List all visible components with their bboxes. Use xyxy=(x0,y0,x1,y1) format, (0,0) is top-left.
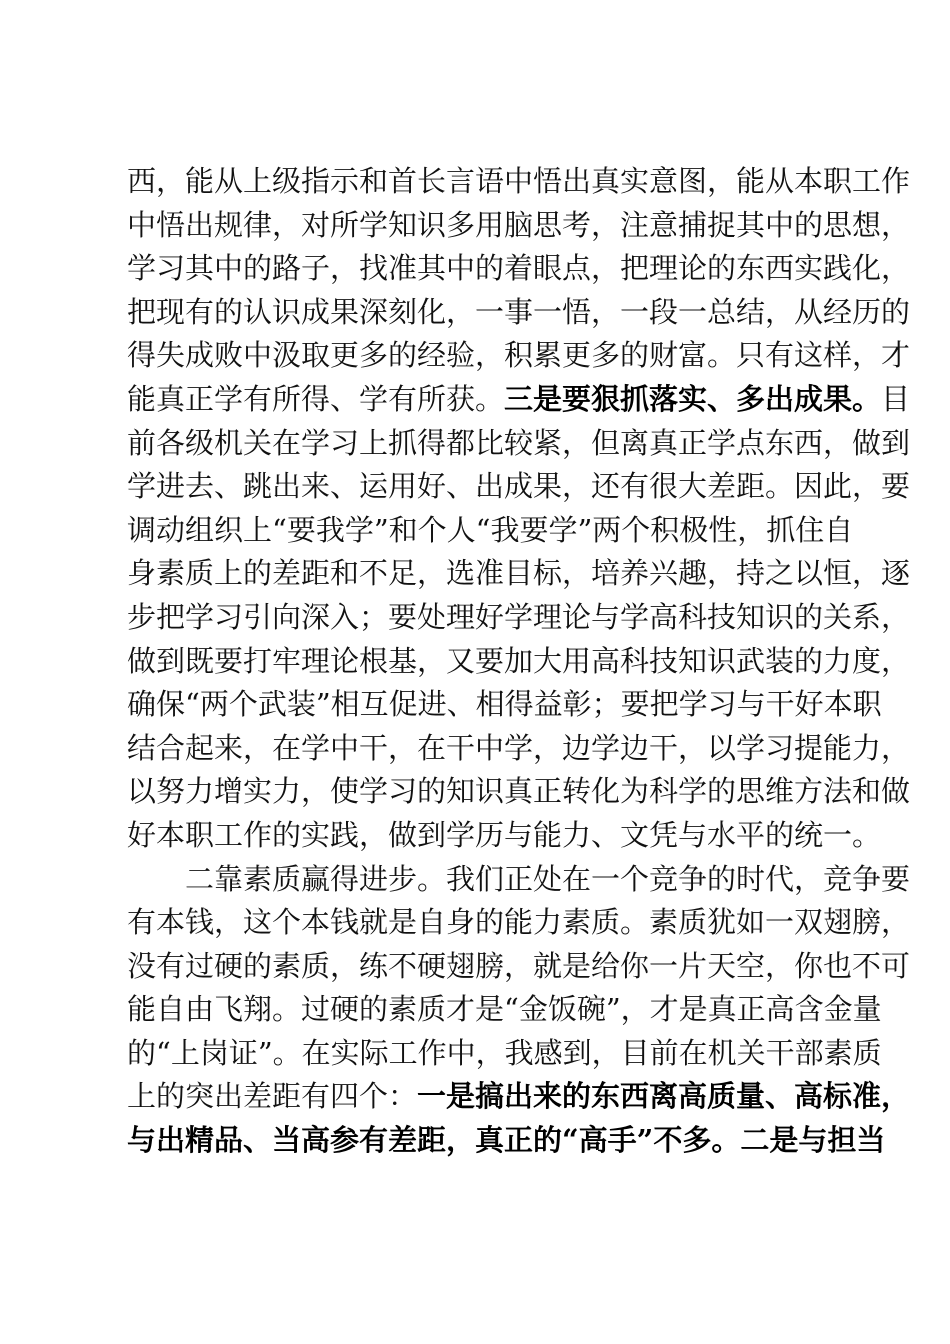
text-segment: 学进去、跳出来、运用好、出成果，还有很大差距。因此，要 xyxy=(127,469,911,504)
text-line xyxy=(127,640,911,684)
text-line xyxy=(127,1119,886,1163)
text-line xyxy=(127,1032,882,1076)
text-line xyxy=(127,814,882,858)
text-segment: 能自由飞翔。过硬的素质才是“金饭碗”，才是真正高含金量 xyxy=(127,992,882,1027)
text-segment: 以努力增实力，使学习的知识真正转化为科学的思维方法和做 xyxy=(127,774,911,809)
text-segment: 结合起来，在学中干，在干中学，边学边干，以学习提能力， xyxy=(127,730,911,765)
bold-text-segment: 一是搞出来的东西离高质量、高标准， xyxy=(417,1079,911,1114)
text-line xyxy=(127,552,911,596)
text-segment: 中悟出规律，对所学知识多用脑思考，注意捕捉其中的思想， xyxy=(127,207,911,242)
text-line xyxy=(127,291,911,335)
text-segment: 步把学习引向深入；要处理好学理论与学高科技知识的关系， xyxy=(127,599,911,634)
text-segment: 二靠素质赢得进步。我们正处在一个竞争的时代，竞争要 xyxy=(185,861,911,896)
text-segment: 西，能从上级指示和首长言语中悟出真实意图，能从本职工作 xyxy=(127,164,911,198)
text-segment: 得失成败中汲取更多的经验，积累更多的财富。只有这样，才 xyxy=(127,338,911,373)
text-segment: 确保“两个武装”相互促进、相得益彰；要把学习与干好本职 xyxy=(127,687,882,722)
text-segment: 上的突出差距有四个： xyxy=(127,1079,418,1114)
text-line xyxy=(127,988,882,1032)
text-segment: 前各级机关在学习上抓得都比较紧，但离真正学点东西，做到 xyxy=(127,425,911,460)
text-segment: 目 xyxy=(881,381,911,416)
text-segment: 好本职工作的实践，做到学历与能力、文凭与水平的统一。 xyxy=(127,817,882,852)
text-segment: 的“上岗证”。在实际工作中，我感到，目前在机关干部素质 xyxy=(127,1035,882,1070)
text-line xyxy=(127,160,911,204)
bold-text-segment: 三是要狠抓落实、多出成果。 xyxy=(504,381,882,416)
text-line xyxy=(127,247,911,291)
text-line xyxy=(127,509,854,553)
text-segment: 做到既要打牢理论根基，又要加大用高科技知识武装的力度， xyxy=(127,643,911,678)
text-segment: 学习其中的路子，找准其中的着眼点，把理论的东西实践化， xyxy=(127,251,911,286)
text-segment: 能真正学有所得、学有所获。 xyxy=(127,381,505,416)
body-text xyxy=(127,160,911,1163)
text-line xyxy=(127,770,911,814)
text-line xyxy=(127,378,911,422)
bold-text-segment: 与出精品、当高参有差距，真正的“高手”不多。二是与担当 xyxy=(127,1123,886,1158)
text-segment: 有本钱，这个本钱就是自身的能力素质。素质犹如一双翅膀， xyxy=(127,905,911,940)
text-line xyxy=(127,683,882,727)
text-line xyxy=(127,334,911,378)
text-line xyxy=(127,858,911,902)
text-segment: 把现有的认识成果深刻化，一事一悟，一段一总结，从经历的 xyxy=(127,294,911,329)
text-line xyxy=(127,901,911,945)
text-line xyxy=(127,945,911,989)
text-line xyxy=(127,204,911,248)
text-line xyxy=(127,727,911,771)
text-line xyxy=(127,465,911,509)
text-line xyxy=(127,1075,911,1119)
text-segment: 没有过硬的素质，练不硬翅膀，就是给你一片天空，你也不可 xyxy=(127,948,911,983)
text-segment: 身素质上的差距和不足，选准目标，培养兴趣，持之以恒，逐 xyxy=(127,556,911,591)
text-segment: 调动组织上“要我学”和个人“我要学”两个积极性，抓住自 xyxy=(127,512,854,547)
text-line xyxy=(127,422,911,466)
text-line xyxy=(127,596,911,640)
